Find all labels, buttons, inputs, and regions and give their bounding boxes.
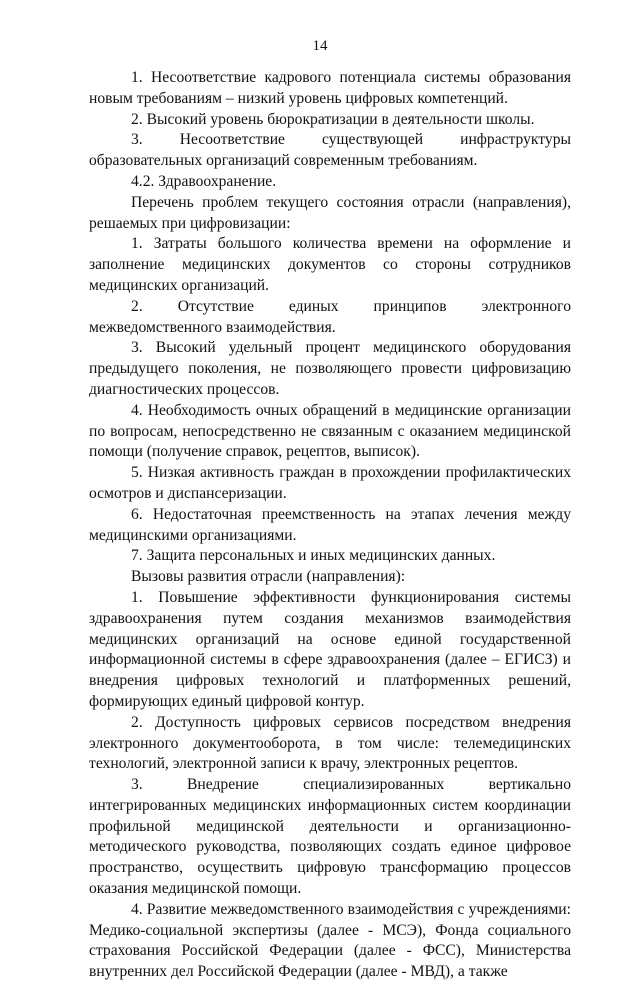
paragraph-problems-intro: Перечень проблем текущего состояния отрасли (направления), решаемых при цифровизации: [89,193,571,232]
paragraph-health-problem-7: 7. Защита персональных и иных медицинских данных. [131,547,496,565]
paragraph-health-problem-6: 6. Недостаточная преемственность на этапах лечения между медицинскими организациями. [89,505,571,544]
section-heading-healthcare: 4.2. Здравоохранение. [131,172,277,190]
paragraph-health-problem-4: 4. Необходимость очных обращений в медицинские организации по вопросам, непосредственно не связанным с оказанием медицинской помощи (получение справок, рецептов, выписок). [89,401,571,461]
paragraph-education-problem-2: 2. Высокий уровень бюрократизации в деятельности школы. [131,110,535,128]
paragraph-challenge-2: 2. Доступность цифровых сервисов посредством внедрения электронного документооборота, в том числе: телемедицинских технологий, электронной записи к врачу, электронных рецептов. [89,713,571,773]
paragraph-challenge-3: 3. Внедрение специализированных вертикально интегрированных медицинских информационных систем координации профильной медицинской деятельности и организационно-методического руководства, позволяющих создать единое цифровое пространство, осуществить цифровую трансформацию процессов оказания медицинской помощи. [89,776,571,898]
paragraph-education-problem-1: 1. Несоответствие кадрового потенциала системы образования новым требованиям – низкий уровень цифровых компетенций. [89,69,571,107]
document-body [89,68,571,983]
page-number: 14 [312,38,328,54]
paragraph-health-problem-2: 2. Отсутствие единых принципов электронного межведомственного взаимодействия. [89,297,571,336]
paragraph-challenge-1: 1. Повышение эффективности функционирования системы здравоохранения путем создания механизмов взаимодействия медицинских организаций на основе единой государственной информационной системы в сфере здравоохранения (далее – ЕГИСЗ) и внедрения цифровых технологий и платформенных решений, формирующих единый цифровой контур. [89,588,571,710]
paragraph-health-problem-1: 1. Затраты большого количества времени на оформление и заполнение медицинских документов со стороны сотрудников медицинских организаций. [89,235,571,294]
paragraph-challenges-intro: Вызовы развития отрасли (направления): [131,568,406,586]
paragraph-education-problem-3: 3. Несоответствие существующей инфраструктуры образовательных организаций современным требованиям. [89,131,571,170]
paragraph-health-problem-3: 3. Высокий удельный процент медицинского оборудования предыдущего поколения, не позволяющего провести цифровизацию диагностических процессов. [89,339,571,398]
paragraph-challenge-4: 4. Развитие межведомственного взаимодействия с учреждениями: Медико-социальной экспертизы (далее - МСЭ), Фонда социального страхования Российской Федерации (далее - ФСС), Министерства внутренних дел Российской Федерации (далее - МВД), а также [89,900,571,981]
paragraph-health-problem-5: 5. Низкая активность граждан в прохождении профилактических осмотров и диспансеризации. [89,464,571,502]
